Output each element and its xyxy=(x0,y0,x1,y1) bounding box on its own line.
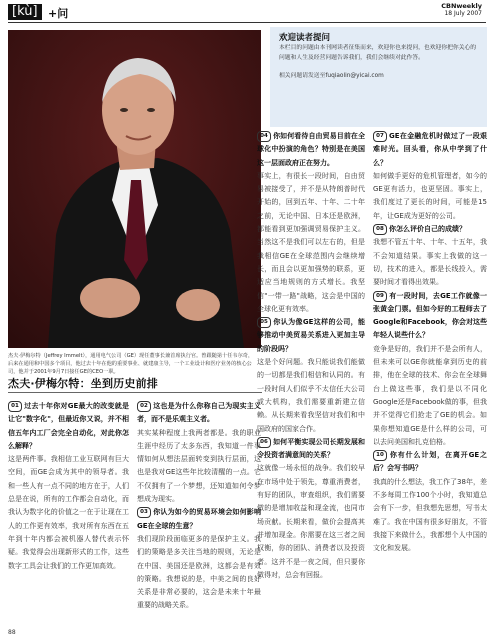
text-column-4 xyxy=(373,130,487,626)
question-number: 08 xyxy=(373,224,387,235)
question-text: 有一段时间，去GE工作就像一张黄金门票。但如今好的工程师去了Google和Facebook，你会对这些年轻人说些什么？ xyxy=(373,291,487,340)
question-01 xyxy=(8,400,129,453)
reader-box-title: 欢迎读者提问 xyxy=(279,33,331,43)
question-number: 07 xyxy=(373,131,387,142)
page-number: 88 xyxy=(8,629,16,636)
question-text: 过去十年你对GE最大的改变就是让它"数字化"，但最近你又说，并不相信五年内工厂会完全自动化，对此你怎么解释？ xyxy=(8,402,129,450)
question-text: 你认为如今的贸易环境会如何影响GE在全球的生意？ xyxy=(137,508,261,530)
answer-10: 我真的什么想法，我工作了38年，差不多每周工作100个小时，我知道总会有下一步，但我想先思想，写书太难了。我在中国有很多好朋友，不管我接下来做什么，我都想个人中国的文化和发展。 xyxy=(373,477,487,553)
answer-07: 如何做手更好的危机管理者，如今的GE更有活力，也更坚固。事实上，我们度过了更长的时间，可能是15年，让GE成为更好的公司。 xyxy=(373,171,487,220)
column-name: +问 xyxy=(48,7,69,20)
question-10 xyxy=(373,449,487,476)
article-headline: 杰夫·伊梅尔特：坐到历史前排 xyxy=(8,377,158,390)
question-text: GE在金融危机时做过了一段艰难时光。回头看，你从中学到了什么？ xyxy=(373,132,487,167)
question-number: 06 xyxy=(257,437,271,448)
question-number: 02 xyxy=(137,401,151,412)
question-number: 09 xyxy=(373,291,387,302)
column-tag: [kù] xyxy=(8,4,42,20)
question-text: 你有什么计划，在离开GE之后？会写书吗？ xyxy=(373,451,487,473)
question-text: 这也是为什么你称自己为现实主义者，而不是乐观主义者。 xyxy=(137,402,261,424)
answer-05: 这是个好问题。我只能说我们能做的一切都是我们相信和认同的。有一段时间人们似乎不太信任大公司或大机构，我们需要重新建立信赖。从长期来看我坚信对我们和中国政府的国家合作。 xyxy=(257,358,365,433)
answer-08: 我想不管五十年、十年、十五年，我不会知道结果。事实上我做的这一切，技术的进入，都是长线投入，需要时间才看得出效果。 xyxy=(373,238,487,287)
answer-02: 其实某种程度上我两者都是。我的职业生涯中经历了太多东西，我知道一件事情如何从想法层面转变到执行层面，这也是我对GE这些年比较清醒的一点。它不仅拥有了一个梦想，还知道如何令梦想成为现实。 xyxy=(137,428,261,504)
answer-03: 我们现阶段面临更多的是保护主义。我们的策略是多关注当地的规则，无论是在中国、美国还是欧洲，这都会是有效的策略。我想说的是，中美之间的良好关系是非常必要的，这会是未来十年最重要的战略关系。 xyxy=(137,534,261,610)
header-rule xyxy=(8,22,486,23)
question-number: 05 xyxy=(257,317,271,328)
reader-box-contact: 相关问题请发送至fuqiaolin@yicai.com xyxy=(279,73,384,79)
issue-date: 18 July 2007 xyxy=(444,10,482,17)
answer-06: 这就像一场永恒的战争。我们较早在市场中处于领先，尊重消费者，有好的团队，审查组织，我们需要做的是增加收益和现金流，也同市场贡献。长期来看，做价会提高其并增加现金。你需要在这三者之间权衡，你的团队、消费者以及投资者。这并不是一夜之间，但只要你做得对，总会有回报。 xyxy=(257,464,365,579)
question-text: 你认为像GE这样的公司，能够推动中美贸易关系进入更加主导的阶段吗？ xyxy=(257,318,365,353)
text-column-3 xyxy=(257,130,365,626)
answer-09: 竞争是好的，我们并不是会所有人，但未来可以GE你就能拿到历史的前排，他在全球的技术、你会在全球舞台上做这些事，我们是以不同化Google还是Facebook做的事，但我并不觉得它们抢走了GE的机会。如果你想知道GE是什么样的公司，可以去问美国和扎克伯格。 xyxy=(373,344,487,446)
question-number: 01 xyxy=(8,401,22,412)
publication-name: CBNweekly xyxy=(441,2,482,10)
question-06 xyxy=(257,436,365,463)
question-04 xyxy=(257,130,365,170)
portrait-photo xyxy=(8,30,261,348)
question-number: 10 xyxy=(373,450,387,461)
question-number: 04 xyxy=(257,131,271,142)
answer-04: 事实上，有很长一段时间，自由贸易被接受了，并不是从特朗普时代开始的，回到五年、十年、二十年之前，无论中国、日本还是欧洲，都能看到更加强调贸易保护主义。当然这不是我们可以左右的，但是我相信GE在全球范围内会继续增长，而且会以更加强势的联系，更适应当地规则的方式增长。我坚信"一带一路"战略，这会是中国的全球化更有效率。 xyxy=(257,171,365,313)
text-column-1 xyxy=(8,400,129,626)
portrait-illustration xyxy=(8,30,261,348)
photo-caption: 杰夫·伊梅尔特（Jeffrey Immelt），通用电气公司（GE）现任董事长兼首席执行官。曾跟随第十任韦尔奇，后来在通用和中国多个项目，他过去十年在他的重要事业、就建康主导，一个工业设计和医疗业务的核心公司，他并于2001年9月7日接任GE的CEO一职。 xyxy=(8,353,254,375)
question-03 xyxy=(137,506,261,533)
question-05 xyxy=(257,316,365,356)
question-07 xyxy=(373,130,487,170)
headline-rule xyxy=(8,392,262,393)
question-09 xyxy=(373,290,487,343)
text-column-2 xyxy=(137,400,261,626)
question-02 xyxy=(137,400,261,427)
question-text: 如何平衡实现公司长期发展和令投资者满意间的关系？ xyxy=(257,437,365,460)
answer-01: 这是两件事。我相信工业互联网有巨大空间，而GE会成为其中的领导者。我和一些人有一点不同的地方在于，人们总是在说，所有的工作都会自动化，而我认为数字化的价值之一在于让现在工人的工作更有效率，我对所有东西在五年到十年内都会被机器人替代表示怀疑。我觉得会出现新形式的工作，这些数字工具会让我们的工作更加高效。 xyxy=(8,455,129,570)
question-08 xyxy=(373,223,487,236)
question-number: 03 xyxy=(137,507,151,518)
question-text: 你怎么评价自己的成绩？ xyxy=(389,225,466,234)
publication-info xyxy=(441,3,482,17)
reader-box-text: 本栏目的问题由本刊网读者征集而来，欢迎你也来提问，也欢迎你把你关心的问题和人生及经营问题告诉我们，我们会继续对此作答。 xyxy=(279,45,477,61)
question-text: 你如何看待自由贸易目前在全球化中扮演的角色？特别是在美国这一层面政府正在努力。 xyxy=(257,132,365,167)
